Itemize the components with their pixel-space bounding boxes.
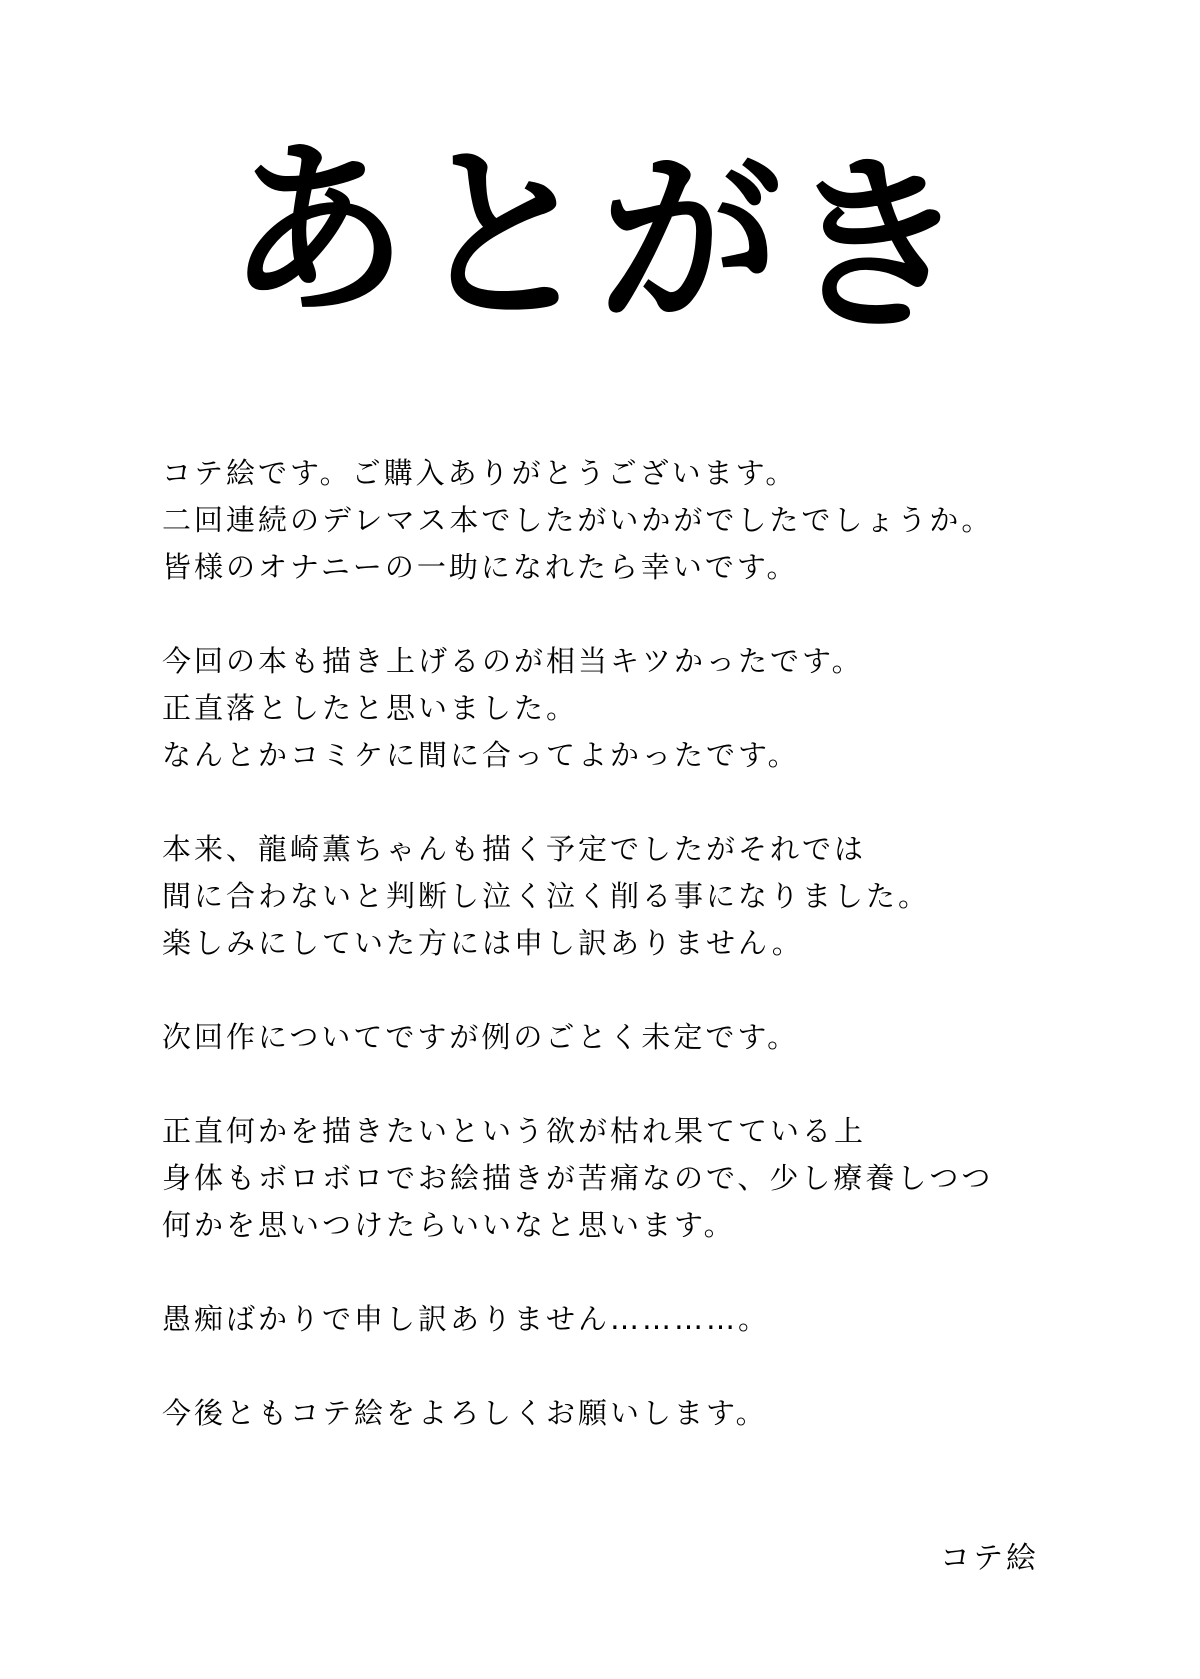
text-line: 正直何かを描きたいという欲が枯れ果てている上	[162, 1114, 867, 1148]
afterword-body	[162, 450, 1062, 1484]
text-line: 次回作についてですが例のごとく未定です。	[162, 1020, 800, 1054]
text-line: 皆様のオナニーの一助になれたら幸いです。	[162, 550, 799, 584]
paragraph-greeting	[162, 450, 1062, 591]
author-signature: コテ絵	[940, 1541, 1039, 1576]
text-line: 今回の本も描き上げるのが相当キツかったです。	[162, 644, 864, 678]
text-line: 間に合わないと判断し泣く泣く削る事になりました。	[162, 879, 931, 913]
paragraph-next-work	[162, 1014, 1062, 1061]
text-line: なんとかコミケに間に合ってよかったです。	[162, 738, 800, 772]
text-line: 愚痴ばかりで申し訳ありません…………。	[162, 1302, 771, 1336]
paragraph-apology	[162, 826, 1062, 967]
text-line: 何かを思いつけたらいいなと思います。	[162, 1208, 736, 1242]
page-title: あとがき	[225, 119, 975, 360]
text-line: コテ絵です。ご購入ありがとうございます。	[162, 456, 798, 490]
text-line: 本来、龍崎薫ちゃんも描く予定でしたがそれでは	[162, 832, 867, 866]
text-line: 楽しみにしていた方には申し訳ありません。	[162, 926, 804, 960]
paragraph-difficulty	[162, 638, 1062, 779]
paragraph-closing	[162, 1390, 1062, 1437]
paragraph-health	[162, 1108, 1062, 1249]
text-line: 二回連続のデレマス本でしたがいかがでしたでしょうか。	[162, 503, 994, 537]
text-line: 今後ともコテ絵をよろしくお願いします。	[162, 1396, 768, 1430]
paragraph-complaint	[162, 1296, 1062, 1343]
text-line: 身体もボロボロでお絵描きが苦痛なので、少し療養しつつ	[162, 1161, 994, 1195]
text-line: 正直落としたと思いました。	[162, 691, 579, 725]
